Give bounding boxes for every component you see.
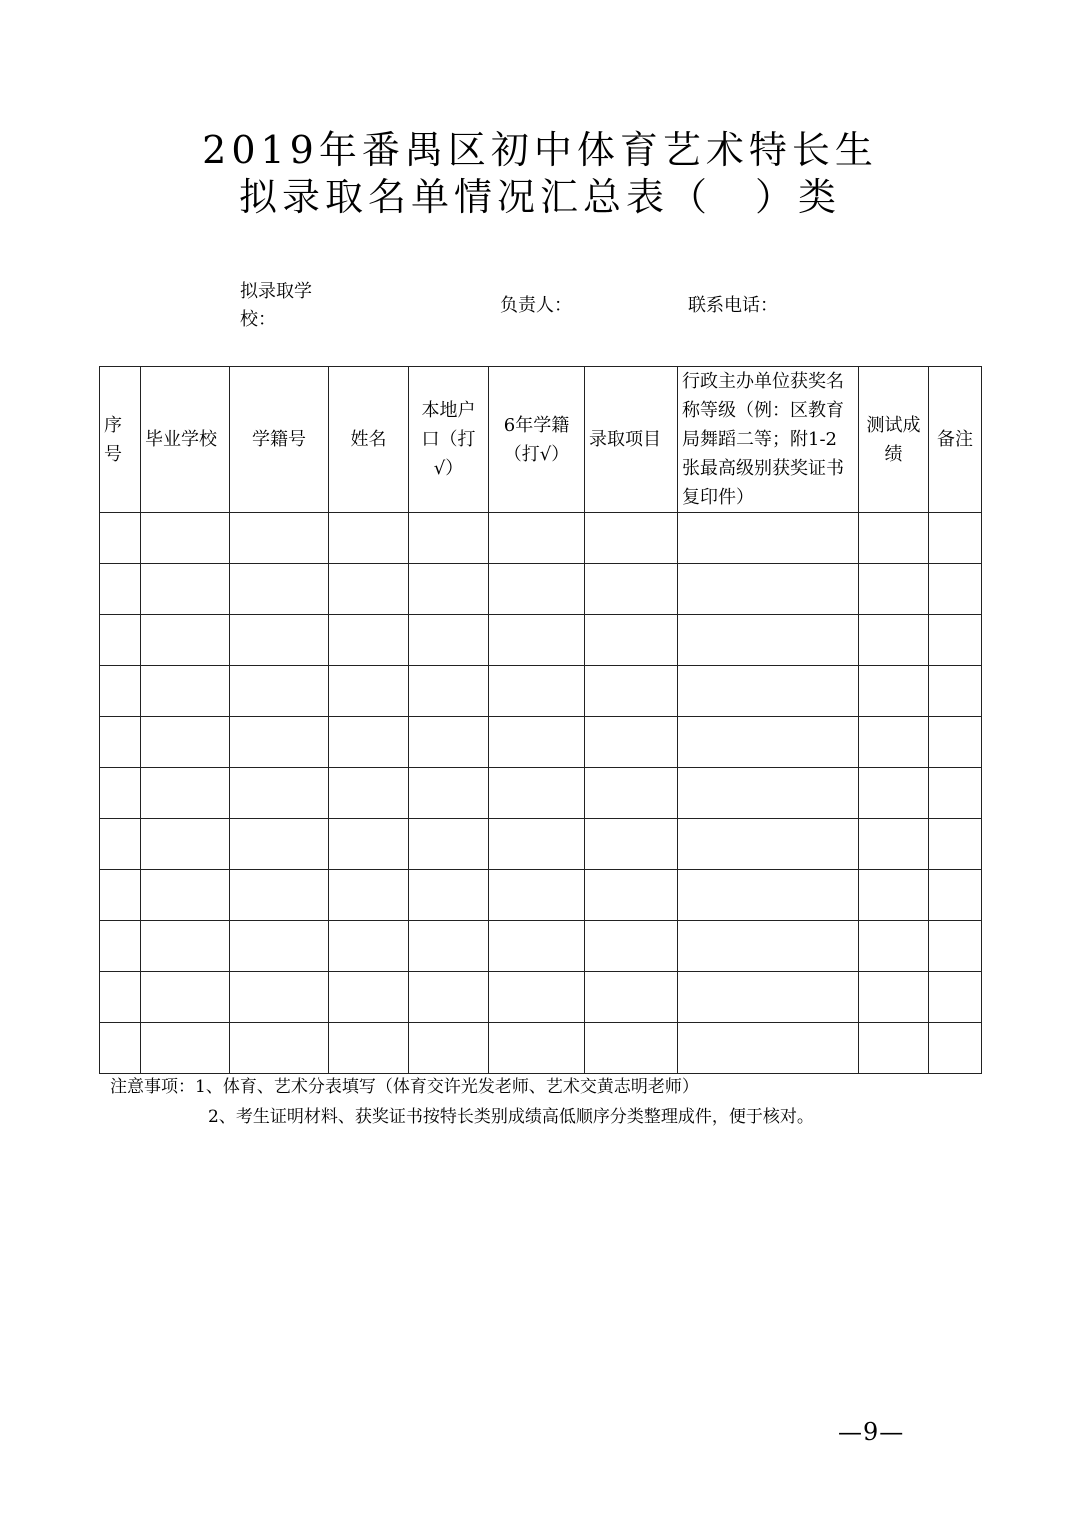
document-title-line-1: 2019年番禺区初中体育艺术特长生 — [202, 128, 878, 172]
table-cell — [585, 615, 678, 666]
table-cell — [409, 870, 489, 921]
table-cell — [230, 513, 329, 564]
table-cell — [929, 972, 982, 1023]
school-field-label: 拟录取学校： — [240, 281, 312, 330]
table-cell — [141, 870, 230, 921]
table-cell — [409, 564, 489, 615]
table-cell — [585, 870, 678, 921]
table-cell — [929, 615, 982, 666]
table-cell — [585, 513, 678, 564]
header-cell: 毕业学校 — [141, 367, 230, 513]
table-cell — [929, 513, 982, 564]
table-cell — [678, 921, 859, 972]
header-cell: 备注 — [929, 367, 982, 513]
table-row — [100, 819, 982, 870]
table-cell — [141, 1023, 230, 1074]
table-row — [100, 768, 982, 819]
summary-table — [99, 366, 982, 1074]
table-cell — [329, 513, 409, 564]
table-cell — [409, 921, 489, 972]
note-line-2: 2、考生证明材料、获奖证书按特长类别成绩高低顺序分类整理成件，便于核对。 — [208, 1107, 814, 1127]
table-cell — [100, 513, 141, 564]
table-cell — [329, 870, 409, 921]
table-cell — [859, 666, 929, 717]
table-cell — [859, 870, 929, 921]
table-cell — [141, 513, 230, 564]
table-cell — [409, 768, 489, 819]
header-cell: 6年学籍（打√） — [489, 367, 585, 513]
table-cell — [141, 564, 230, 615]
phone-label: 联系电话： — [688, 295, 778, 316]
table-cell — [100, 768, 141, 819]
table-cell — [678, 717, 859, 768]
table-cell — [678, 513, 859, 564]
table-cell — [329, 717, 409, 768]
table-cell — [859, 564, 929, 615]
table-cell — [100, 921, 141, 972]
document-title-line-2: 拟录取名单情况汇总表（ ）类 — [238, 175, 841, 219]
table-row — [100, 921, 982, 972]
table-cell — [678, 666, 859, 717]
table-cell — [230, 615, 329, 666]
table-cell — [929, 768, 982, 819]
table-cell — [489, 921, 585, 972]
table-cell — [409, 615, 489, 666]
table-cell — [230, 972, 329, 1023]
note-line-1: 注意事项：1、体育、艺术分表填写（体育交许光发老师、艺术交黄志明老师） — [110, 1077, 699, 1097]
table-row — [100, 666, 982, 717]
table-cell — [230, 768, 329, 819]
table-cell — [141, 819, 230, 870]
table-cell — [489, 615, 585, 666]
table-cell — [100, 615, 141, 666]
table-cell — [329, 564, 409, 615]
table-row — [100, 870, 982, 921]
table-cell — [678, 819, 859, 870]
table-cell — [230, 717, 329, 768]
table-cell — [489, 717, 585, 768]
table-cell — [859, 819, 929, 870]
table-cell — [489, 870, 585, 921]
table-cell — [409, 666, 489, 717]
table-cell — [100, 972, 141, 1023]
table-cell — [929, 564, 982, 615]
table-cell — [100, 717, 141, 768]
table-cell — [929, 1023, 982, 1074]
table-cell — [859, 921, 929, 972]
table-row — [100, 1023, 982, 1074]
table-cell — [489, 564, 585, 615]
table-cell — [859, 1023, 929, 1074]
table-cell — [230, 666, 329, 717]
table-cell — [585, 768, 678, 819]
table-cell — [329, 1023, 409, 1074]
table-cell — [409, 1023, 489, 1074]
table-cell — [929, 870, 982, 921]
person-in-charge-label: 负责人： — [500, 295, 572, 316]
table-cell — [141, 615, 230, 666]
table-cell — [929, 666, 982, 717]
table-row — [100, 615, 982, 666]
table-cell — [678, 972, 859, 1023]
table-cell — [859, 768, 929, 819]
header-cell: 序号 — [100, 367, 141, 513]
table-cell — [585, 819, 678, 870]
table-cell — [141, 666, 230, 717]
table-cell — [141, 768, 230, 819]
table-cell — [329, 666, 409, 717]
table-cell — [409, 819, 489, 870]
table-cell — [329, 768, 409, 819]
table-cell — [100, 564, 141, 615]
table-cell — [489, 666, 585, 717]
table-cell — [329, 921, 409, 972]
table-cell — [585, 921, 678, 972]
table-cell — [230, 564, 329, 615]
table-cell — [859, 717, 929, 768]
header-cell: 行政主办单位获奖名称等级（例：区教育局舞蹈二等；附1-2张最高级别获奖证书复印件） — [678, 367, 859, 513]
table-cell — [329, 615, 409, 666]
table-cell — [678, 768, 859, 819]
table-row — [100, 564, 982, 615]
table-cell — [489, 513, 585, 564]
table-cell — [929, 819, 982, 870]
table-cell — [230, 870, 329, 921]
table-row — [100, 972, 982, 1023]
table-cell — [585, 1023, 678, 1074]
table-cell — [100, 819, 141, 870]
table-cell — [585, 666, 678, 717]
table-cell — [141, 717, 230, 768]
table-cell — [859, 972, 929, 1023]
header-cell: 姓名 — [329, 367, 409, 513]
header-cell: 录取项目 — [585, 367, 678, 513]
table-cell — [678, 1023, 859, 1074]
table-cell — [100, 1023, 141, 1074]
table-cell — [585, 717, 678, 768]
table-cell — [678, 615, 859, 666]
table-cell — [489, 819, 585, 870]
table-cell — [409, 513, 489, 564]
table-cell — [929, 717, 982, 768]
table-cell — [489, 768, 585, 819]
table-cell — [230, 1023, 329, 1074]
header-cell: 本地户口（打√） — [409, 367, 489, 513]
table-cell — [678, 870, 859, 921]
table-cell — [585, 972, 678, 1023]
table-cell — [230, 921, 329, 972]
table-cell — [859, 513, 929, 564]
table-row — [100, 513, 982, 564]
table-cell — [329, 819, 409, 870]
table-cell — [929, 921, 982, 972]
table-body — [100, 513, 982, 1074]
table-cell — [409, 717, 489, 768]
header-cell: 学籍号 — [230, 367, 329, 513]
table-cell — [141, 972, 230, 1023]
table-row — [100, 717, 982, 768]
table-cell — [678, 564, 859, 615]
table-cell — [489, 1023, 585, 1074]
table-cell — [141, 921, 230, 972]
table-cell — [100, 666, 141, 717]
header-cell: 测试成绩 — [859, 367, 929, 513]
table-cell — [329, 972, 409, 1023]
table-cell — [489, 972, 585, 1023]
table-cell — [230, 819, 329, 870]
table-header-row — [100, 367, 982, 513]
table-cell — [585, 564, 678, 615]
table-cell — [409, 972, 489, 1023]
page-number: —9— — [838, 1418, 905, 1446]
table-cell — [859, 615, 929, 666]
table-cell — [100, 870, 141, 921]
